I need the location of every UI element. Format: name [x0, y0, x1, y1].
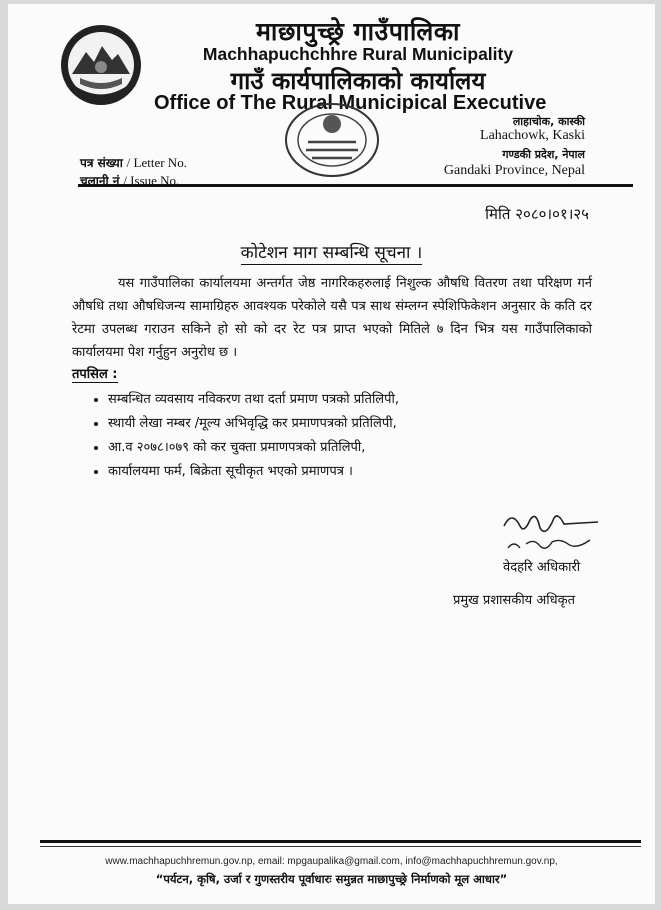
- province-en: Gandaki Province, Nepal: [443, 163, 585, 178]
- subject-heading: [8, 240, 655, 263]
- letter-page: [8, 4, 655, 904]
- list-item: • आ.व २०७८।०७९ को कर चुक्ता प्रमाणपत्रको प्रतिलिपी,: [108, 436, 588, 460]
- office-name-np: गाउँ कार्यपालिकाको कार्यालय: [230, 67, 486, 95]
- subject-text: कोटेशन माग सम्बन्धि सूचना ।: [240, 243, 423, 263]
- signatory-title: प्रमुख प्रशासकीय अधिकृत: [453, 593, 576, 608]
- footer-divider-thick: [40, 840, 641, 843]
- details-heading-text: तपसिल :: [72, 367, 118, 382]
- footer-contact: www.machhapuchhremun.gov.np, email: mpgaupalika@gmail.com, info@machhapuchhremun.gov.np,: [105, 856, 558, 867]
- details-heading: [72, 364, 118, 382]
- requirements-list: [90, 388, 588, 484]
- footer-divider-thin: [40, 846, 641, 847]
- municipality-name-en: Machhapuchchhre Rural Municipality: [202, 44, 514, 64]
- handwritten-signature: [494, 504, 604, 564]
- address-en: Lahachowk, Kaski: [480, 128, 585, 143]
- header-divider: [78, 184, 633, 187]
- office-name-en: Office of The Rural Municipical Executive: [154, 92, 547, 114]
- letter-date: मिति २०८०।०१।२५: [485, 205, 589, 223]
- letter-number-label-en: / Letter No.: [126, 155, 187, 170]
- issue-number-label-np: चलानी नं: [80, 174, 120, 188]
- notice-body: यस गाउँपालिका कार्यालयमा अन्तर्गत जेष्ठ नागरिकहरुलाई निशुल्क औषधि वितरण तथा परिक्षण गर्न औषधि तथा औषधिजन्य सामाग्रिहरु आवश्यक परेकोले यसै पत्र साथ संम्लग्न स्पेशिफिकेशन अनुसार के कति दर रेटमा उपलब्ध गराउन सकिने हो सो को दर रेट पत्र प्राप्त भएको मितिले ७ दिन भित्र यस गाउँपालिकाको कार्यालयमा पेश गर्नुहुन अनुरोध छ ।: [72, 276, 592, 360]
- office-seal-stamp: [284, 102, 380, 178]
- list-item: • सम्बन्धित व्यवसाय नविकरण तथा दर्ता प्रमाण पत्रको प्रतिलिपी,: [108, 388, 588, 412]
- list-item: • स्थायी लेखा नम्बर /मूल्य अभिवृद्धि कर प्रमाणपत्रको प्रतिलिपी,: [108, 412, 588, 436]
- signatory-name: वेदहरि अधिकारी: [503, 560, 581, 575]
- address-np: लाहाचोक, कास्की: [512, 115, 585, 128]
- province-np: गण्डकी प्रदेश, नेपाल: [502, 148, 585, 161]
- issue-number-label-en: / Issue No.: [123, 173, 180, 188]
- letter-number: [80, 154, 187, 171]
- nepal-emblem-logo: [58, 22, 144, 108]
- footer-slogan: “पर्यटन, कृषि, उर्जा र गुणस्तरीय पूर्वाधारः समुन्नत माछापुच्छ्रे निर्माणको मूल आधार”: [155, 872, 508, 886]
- letter-number-label-np: पत्र संख्या: [80, 156, 123, 170]
- list-item: • कार्यालयमा फर्म, बिक्रेता सूचीकृत भएको प्रमाणपत्र ।: [108, 460, 588, 484]
- municipality-name-np: माछापुच्छ्रे गाउँपालिका: [255, 17, 461, 46]
